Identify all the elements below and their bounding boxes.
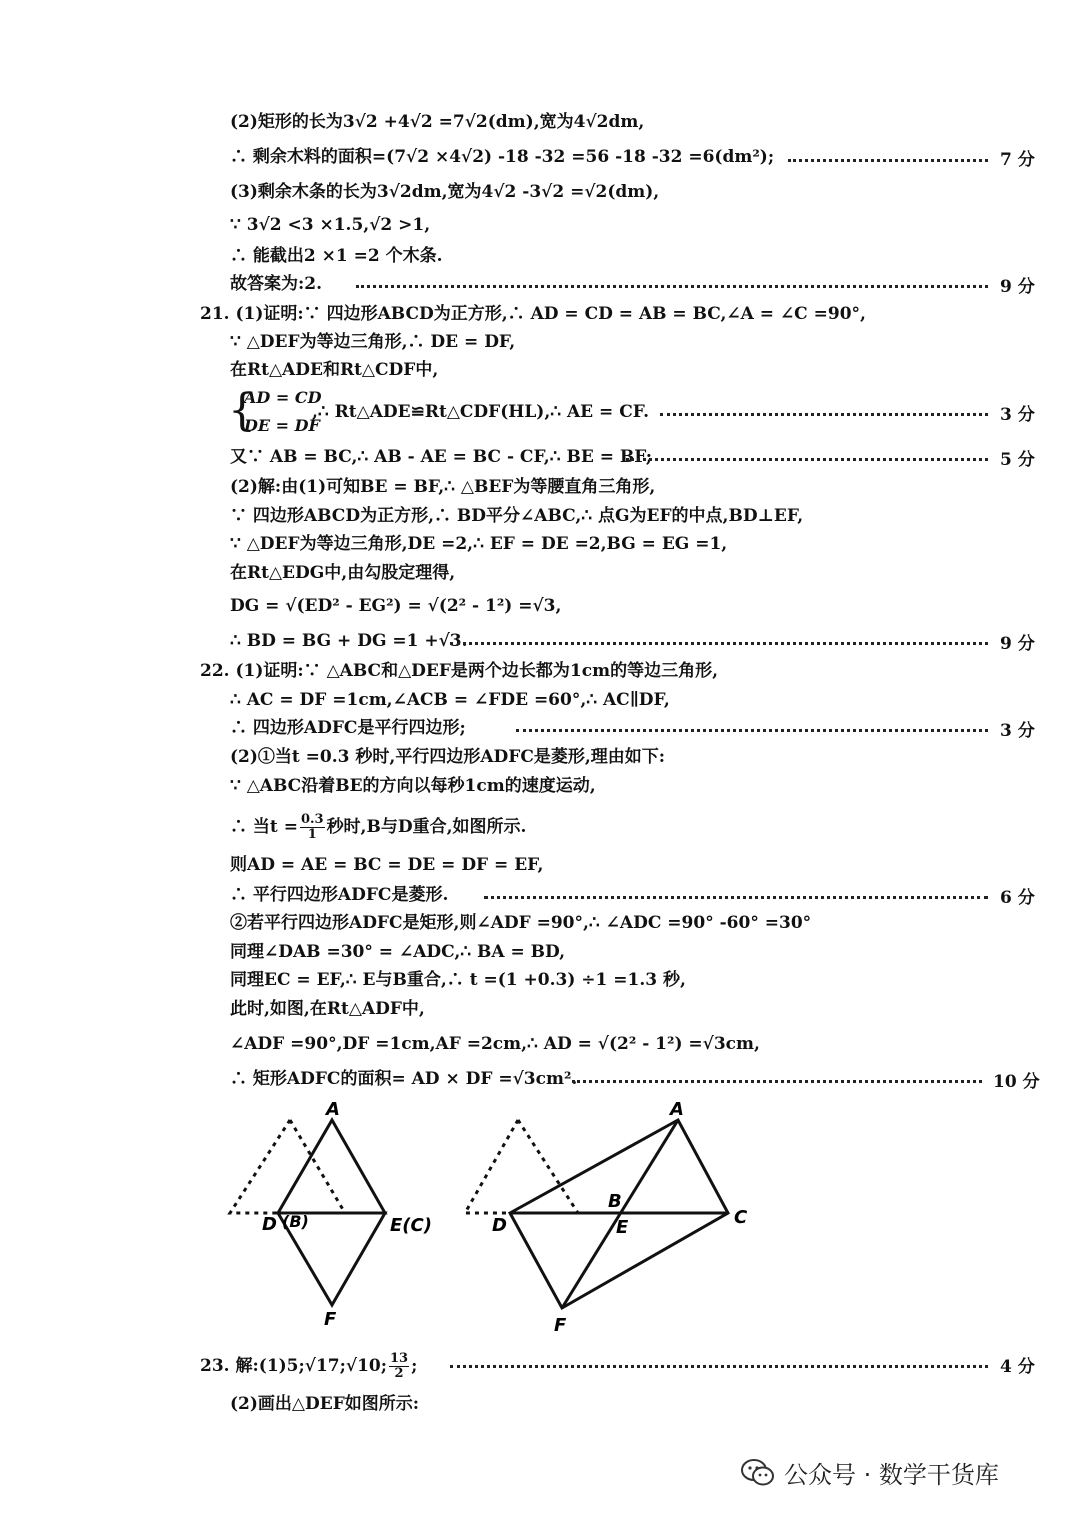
score-9: 9 分 [1000,277,1035,297]
dot-leader [450,1365,988,1368]
dot-leader [450,642,988,645]
score-3: 3 分 [1000,721,1035,741]
line-22-when [230,813,526,842]
figure-rectangle [460,1095,780,1335]
label-d: D [492,1215,507,1236]
system-eq-1: AD = CD [244,388,322,407]
fraction-denominator: 2 [394,1366,404,1381]
line-22-at-this-time: 此时,如图,在Rt△ADF中, [230,999,425,1019]
line-compare: ∵ 3√2 <3 ×1.5,√2 >1, [230,215,431,235]
score-7: 7 分 [1000,150,1035,170]
fraction [300,813,325,842]
label-ec: E(C) [390,1215,432,1236]
label-b: (B) [282,1212,309,1231]
line-21-congruent: ,∴ Rt△ADE≌Rt△CDF(HL),∴ AE = CF. [312,402,650,422]
line-22-equal-sides: 则AD = AE = BC = DE = DF = EF, [230,855,544,875]
label-a: A [670,1099,684,1120]
score-6: 6 分 [1000,888,1035,908]
when-text: ∴ 当t = [230,817,298,837]
system-eq-2: DE = DF [244,416,320,435]
label-b: B [608,1191,622,1212]
line-21-equilateral: ∵ △DEF为等边三角形,∴ DE = DF, [230,332,516,352]
q23-semicolon: ; [411,1356,418,1376]
label-f: F [554,1315,567,1335]
score-9: 9 分 [1000,634,1035,654]
label-f: F [324,1309,337,1330]
line-22-proof: 22. (1)证明:∵ △ABC和△DEF是两个边长都为1cm的等边三角形, [200,661,719,681]
score-4: 4 分 [1000,1357,1035,1377]
dot-leader [516,729,988,732]
line-21-ef: ∵ △DEF为等边三角形,DE =2,∴ EF = DE =2,BG = EG =1, [230,534,728,554]
line-23-draw: (2)画出△DEF如图所示: [230,1394,420,1414]
line-answer-2: 故答案为:2. [230,274,323,294]
line-22-parallelogram: ∴ 四边形ADFC是平行四边形; [230,718,466,738]
dot-leader [356,285,988,288]
score-3: 3 分 [1000,405,1035,425]
line-2-rect-length: (2)矩形的长为3√2 +4√2 =7√2(dm),宽为4√2dm, [230,112,645,132]
line-21-dg: DG = √(ED² - EG²) = √(2² - 1²) =√3, [230,596,562,616]
dot-leader [572,1080,982,1083]
line-22-area: ∴ 矩形ADFC的面积= AD × DF =√3cm². [230,1069,578,1089]
line-21-part2: (2)解:由(1)可知BE = BF,∴ △BEF为等腰直角三角形, [230,477,656,497]
dashed-triangle [230,1120,290,1213]
label-a: A [326,1099,340,1120]
line-remaining-area: ∴ 剩余木料的面积=(7√2 ×4√2) -18 -32 =56 -18 -32 =6(dm²); [230,147,775,167]
fraction-numerator: 0.3 [300,812,324,827]
line-21-proof: 21. (1)证明:∵ 四边形ABCD为正方形,∴ AD = CD = AB = BC,∠A = ∠C =90°, [200,304,866,324]
dot-leader [484,896,988,899]
line-21-bd: ∴ BD = BG + DG =1 +√3. [230,631,468,651]
dashed-edge [290,1120,345,1213]
line-22-is-rhombus: ∴ 平行四边形ADFC是菱形. [230,885,449,905]
line-3-strip: (3)剩余木条的长为3√2dm,宽为4√2 -3√2 =√2(dm), [230,182,660,202]
fraction-numerator: 13 [390,1351,409,1366]
score-10: 10 分 [993,1072,1040,1092]
line-21-in-triangles: 在Rt△ADE和Rt△CDF中, [230,360,439,380]
dot-leader [788,159,988,162]
line-22-ad: ∠ADF =90°,DF =1cm,AF =2cm,∴ AD = √(2² - 1²) =√3cm, [230,1034,760,1054]
fraction-denominator: 1 [307,827,317,842]
line-22-ec-ef: 同理EC = EF,∴ E与B重合,∴ t =(1 +0.3) ÷1 =1.3 秒, [230,970,686,990]
fraction [389,1352,409,1381]
dot-leader [660,413,988,416]
label-d: D [262,1214,277,1235]
line-22-rectangle: ②若平行四边形ADFC是矩形,则∠ADF =90°,∴ ∠ADC =90° -60° =30° [230,913,812,933]
q23-text: 23. 解:(1)5;√17;√10; [200,1356,387,1376]
line-21-bisect: ∵ 四边形ABCD为正方形,∴ BD平分∠ABC,∴ 点G为EF的中点,BD⊥EF, [230,506,804,526]
triangle-abc [278,1120,385,1213]
score-5: 5 分 [1000,450,1035,470]
line-21-pythag: 在Rt△EDG中,由勾股定理得, [230,563,456,583]
figure-rhombus [220,1095,440,1330]
line-22-dab: 同理∠DAB =30° = ∠ADC,∴ BA = BD, [230,942,566,962]
line-21-be-bf: 又∵ AB = BC,∴ AB - AE = BC - CF,∴ BE = BF; [230,447,652,467]
dot-leader [626,458,988,461]
line-22-motion: ∵ △ABC沿着BE的方向以每秒1cm的速度运动, [230,776,596,796]
line-22-parallel: ∴ AC = DF =1cm,∠ACB = ∠FDE =60°,∴ AC∥DF, [230,690,670,710]
label-e: E [616,1217,629,1238]
label-c: C [734,1207,748,1228]
when-rest: 秒时,B与D重合,如图所示. [326,817,527,837]
line-23-answer [200,1352,417,1381]
dashed-edge [518,1120,578,1213]
line-22-rhombus-claim: (2)①当t =0.3 秒时,平行四边形ADFC是菱形,理由如下: [230,747,666,767]
line-can-cut: ∴ 能截出2 ×1 =2 个木条. [230,246,443,266]
system-brace: { [228,385,256,436]
dashed-triangle [465,1120,518,1213]
wechat-icon [740,1458,776,1488]
watermark-text: 公众号 · 数学干货库 [784,1461,999,1489]
